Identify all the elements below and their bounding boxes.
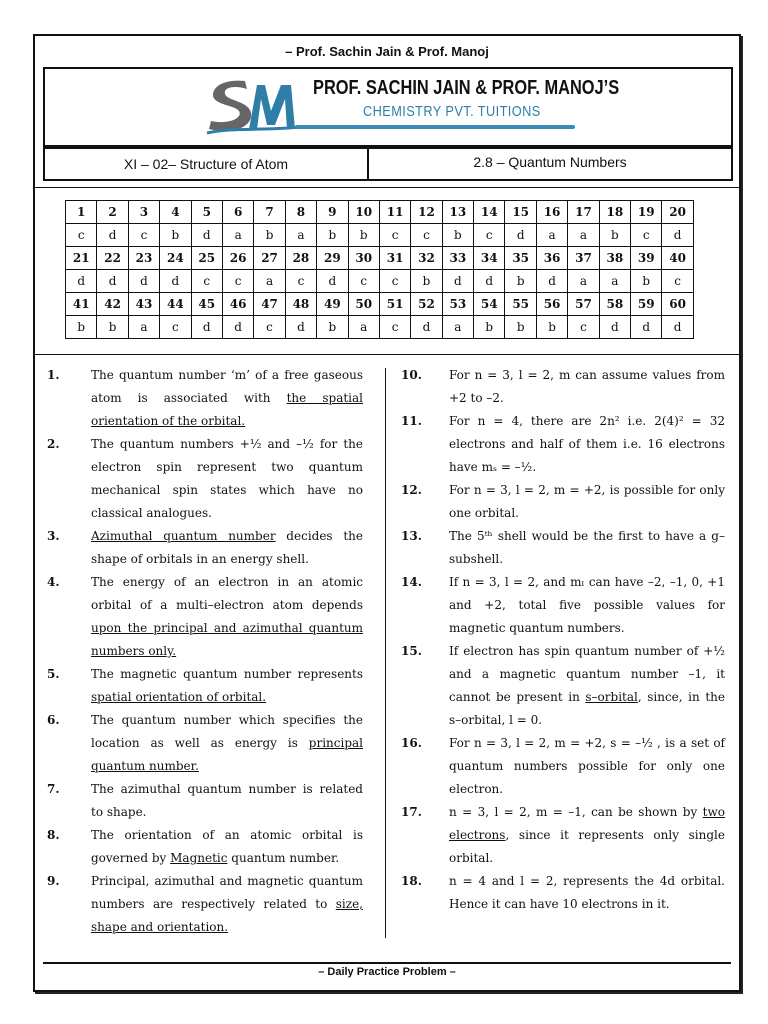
solution-underlined-text: spatial orientation of orbital. <box>91 690 267 704</box>
question-number-cell: 53 <box>442 293 473 316</box>
divider <box>35 187 739 188</box>
answer-cell: a <box>285 224 316 247</box>
question-number-cell: 8 <box>285 201 316 224</box>
question-number-cell: 2 <box>97 201 128 224</box>
answer-cell: c <box>379 316 410 339</box>
question-number-cell: 51 <box>379 293 410 316</box>
answer-cell: c <box>128 224 159 247</box>
answer-cell: d <box>536 270 567 293</box>
answer-key-answer-row <box>66 270 694 293</box>
footer-divider <box>43 962 731 964</box>
question-number-cell: 7 <box>254 201 285 224</box>
divider <box>35 354 739 355</box>
solution-underlined-text: size, shape and orientation. <box>91 897 363 934</box>
answer-cell: c <box>66 224 97 247</box>
answer-cell: d <box>222 316 253 339</box>
answer-cell: b <box>442 224 473 247</box>
solution-text-part: For n = 3, l = 2, m can assume values from +2 to –2. <box>449 368 725 405</box>
answer-cell: d <box>317 270 348 293</box>
answer-cell: d <box>128 270 159 293</box>
question-number-cell: 40 <box>662 247 693 270</box>
answer-cell: d <box>191 316 222 339</box>
solution-number: 14. <box>401 575 422 589</box>
solution-number: 4. <box>47 575 60 589</box>
solution-item <box>47 433 363 525</box>
question-number-cell: 24 <box>160 247 191 270</box>
question-number-cell: 20 <box>662 201 693 224</box>
question-number-cell: 52 <box>411 293 442 316</box>
question-number-cell: 18 <box>599 201 630 224</box>
solution-number: 3. <box>47 529 60 543</box>
question-number-cell: 27 <box>254 247 285 270</box>
solution-text-part: The orientation of an atomic orbital is governed by <box>91 828 363 865</box>
question-number-cell: 44 <box>160 293 191 316</box>
answer-cell: a <box>536 224 567 247</box>
answer-cell: c <box>474 224 505 247</box>
solutions-left-column <box>47 364 363 939</box>
answer-cell: b <box>317 316 348 339</box>
question-number-cell: 47 <box>254 293 285 316</box>
answer-cell: d <box>599 316 630 339</box>
answer-cell: c <box>631 224 662 247</box>
brand-title: PROF. SACHIN JAIN & PROF. MANOJ’S <box>313 77 620 99</box>
answer-cell: d <box>160 270 191 293</box>
question-number-cell: 23 <box>128 247 159 270</box>
question-number-cell: 10 <box>348 201 379 224</box>
solution-item <box>401 410 725 479</box>
solution-text-part: n = 4 and l = 2, represents the 4d orbital. Hence it can have 10 electrons in it. <box>449 874 725 911</box>
solution-text <box>91 575 363 658</box>
answer-cell: a <box>442 316 473 339</box>
answer-cell: b <box>97 316 128 339</box>
question-number-cell: 36 <box>536 247 567 270</box>
solution-text <box>91 782 363 819</box>
solution-underlined-text: principal quantum number. <box>91 736 363 773</box>
question-number-cell: 37 <box>568 247 599 270</box>
solution-text-part: For n = 4, there are 2n² i.e. 2(4)² = 32 electrons and half of them i.e. 16 electrons have mₛ = –½. <box>449 414 725 474</box>
answer-cell: c <box>568 316 599 339</box>
topic-title: 2.8 – Quantum Numbers <box>473 154 627 170</box>
solution-item <box>47 709 363 778</box>
solution-text-part: , since, in the s–orbital, l = 0. <box>449 690 725 727</box>
solution-number: 15. <box>401 644 422 658</box>
solution-text <box>91 529 363 566</box>
answer-cell: b <box>505 270 536 293</box>
solution-number: 12. <box>401 483 422 497</box>
column-divider <box>385 368 386 938</box>
solution-text <box>91 437 363 520</box>
sm-logo-icon <box>205 77 300 137</box>
answer-cell: d <box>66 270 97 293</box>
question-number-cell: 21 <box>66 247 97 270</box>
solutions-right-column <box>401 364 725 916</box>
solution-item <box>47 364 363 433</box>
solution-text <box>449 414 725 474</box>
answer-cell: a <box>568 270 599 293</box>
solution-item <box>47 870 363 939</box>
solution-text <box>449 368 725 405</box>
question-number-cell: 57 <box>568 293 599 316</box>
answer-cell: c <box>662 270 693 293</box>
solution-underlined-text: the spatial orientation of the orbital. <box>91 391 363 428</box>
answer-cell: b <box>474 316 505 339</box>
answer-cell: d <box>662 316 693 339</box>
solution-text-part: The quantum numbers +½ and –½ for the electron spin represent two quantum mechanical spin states which have no classical analogues. <box>91 437 363 520</box>
solution-number: 8. <box>47 828 60 842</box>
question-number-cell: 38 <box>599 247 630 270</box>
solution-text <box>91 874 363 934</box>
answer-cell: c <box>160 316 191 339</box>
solution-text <box>91 828 363 865</box>
solution-number: 7. <box>47 782 60 796</box>
answer-cell: b <box>411 270 442 293</box>
solution-number: 1. <box>47 368 60 382</box>
solution-text-part: The azimuthal quantum number is related to shape. <box>91 782 363 819</box>
brand-underline <box>295 125 575 129</box>
question-number-cell: 55 <box>505 293 536 316</box>
answer-key-answer-row <box>66 316 694 339</box>
question-number-cell: 22 <box>97 247 128 270</box>
answer-cell: c <box>222 270 253 293</box>
solution-text-part: decides the shape of orbitals in an energy shell. <box>91 529 363 566</box>
solution-item <box>401 732 725 801</box>
solution-text <box>449 529 725 566</box>
solution-text-part: If electron has spin quantum number of +½ and a magnetic quantum number –1, it cannot be present in <box>449 644 725 704</box>
question-number-cell: 59 <box>631 293 662 316</box>
solution-number: 5. <box>47 667 60 681</box>
solution-text-part: The 5ᵗʰ shell would be the first to have a g–subshell. <box>449 529 725 566</box>
question-number-cell: 32 <box>411 247 442 270</box>
answer-cell: b <box>66 316 97 339</box>
answer-cell: d <box>631 316 662 339</box>
question-number-cell: 45 <box>191 293 222 316</box>
answer-cell: d <box>191 224 222 247</box>
answer-key-number-row <box>66 247 694 270</box>
solution-number: 18. <box>401 874 422 888</box>
solution-text <box>449 736 725 796</box>
solution-item <box>401 571 725 640</box>
question-number-cell: 31 <box>379 247 410 270</box>
solution-text-part: For n = 3, l = 2, m = +2, s = –½ , is a set of quantum numbers possible for only one electron. <box>449 736 725 796</box>
chapter-title: XI – 02– Structure of Atom <box>45 149 369 179</box>
question-number-cell: 28 <box>285 247 316 270</box>
answer-cell: b <box>631 270 662 293</box>
solution-text <box>449 805 725 865</box>
answer-cell: c <box>379 270 410 293</box>
answer-cell: c <box>411 224 442 247</box>
answer-cell: b <box>254 224 285 247</box>
answer-cell: b <box>348 224 379 247</box>
question-number-cell: 41 <box>66 293 97 316</box>
page-frame <box>33 34 741 992</box>
question-number-cell: 35 <box>505 247 536 270</box>
answer-cell: d <box>411 316 442 339</box>
solution-underlined-text: two electrons <box>449 805 725 842</box>
solution-text <box>91 368 363 428</box>
answer-cell: a <box>568 224 599 247</box>
answer-cell: b <box>317 224 348 247</box>
question-number-cell: 15 <box>505 201 536 224</box>
question-number-cell: 17 <box>568 201 599 224</box>
solution-item <box>401 525 725 571</box>
solution-text-part: If n = 3, l = 2, and mₗ can have –2, –1, 0, +1 and +2, total five possible values for magnetic quantum numbers. <box>449 575 725 635</box>
question-number-cell: 9 <box>317 201 348 224</box>
solution-number: 6. <box>47 713 60 727</box>
solution-text-part: Principal, azimuthal and magnetic quantum numbers are respectively related to <box>91 874 363 911</box>
answer-cell: d <box>97 270 128 293</box>
question-number-cell: 14 <box>474 201 505 224</box>
solution-number: 11. <box>401 414 422 428</box>
question-number-cell: 29 <box>317 247 348 270</box>
question-number-cell: 25 <box>191 247 222 270</box>
title-bar <box>43 147 733 181</box>
answer-cell: c <box>254 316 285 339</box>
question-number-cell: 19 <box>631 201 662 224</box>
question-number-cell: 1 <box>66 201 97 224</box>
solution-item <box>401 870 725 916</box>
answer-cell: d <box>662 224 693 247</box>
question-number-cell: 43 <box>128 293 159 316</box>
question-number-cell: 13 <box>442 201 473 224</box>
question-number-cell: 12 <box>411 201 442 224</box>
question-number-cell: 5 <box>191 201 222 224</box>
solution-number: 17. <box>401 805 422 819</box>
answer-cell: a <box>128 316 159 339</box>
question-number-cell: 46 <box>222 293 253 316</box>
solution-text-part: , since it represents only single orbital. <box>449 828 725 865</box>
question-number-cell: 56 <box>536 293 567 316</box>
solution-item <box>47 663 363 709</box>
question-number-cell: 11 <box>379 201 410 224</box>
solution-item <box>47 571 363 663</box>
answer-key-table <box>65 200 694 339</box>
answer-cell: c <box>285 270 316 293</box>
brand-subtitle: CHEMISTRY PVT. TUITIONS <box>363 103 541 120</box>
answer-cell: d <box>442 270 473 293</box>
solution-underlined-text: upon the principal and azimuthal quantum numbers only. <box>91 621 363 658</box>
question-number-cell: 34 <box>474 247 505 270</box>
question-number-cell: 58 <box>599 293 630 316</box>
solution-number: 2. <box>47 437 60 451</box>
answer-cell: c <box>379 224 410 247</box>
answer-cell: b <box>505 316 536 339</box>
question-number-cell: 49 <box>317 293 348 316</box>
answer-cell: a <box>222 224 253 247</box>
solution-item <box>401 801 725 870</box>
solution-text <box>449 644 725 727</box>
brand-banner <box>43 67 733 147</box>
question-number-cell: 50 <box>348 293 379 316</box>
answer-cell: b <box>599 224 630 247</box>
solution-text <box>91 713 363 773</box>
solution-number: 10. <box>401 368 422 382</box>
answer-cell: a <box>348 316 379 339</box>
question-number-cell: 54 <box>474 293 505 316</box>
question-number-cell: 26 <box>222 247 253 270</box>
answer-key-answer-row <box>66 224 694 247</box>
answer-cell: b <box>536 316 567 339</box>
answer-key-number-row <box>66 201 694 224</box>
answer-key-number-row <box>66 293 694 316</box>
solution-number: 16. <box>401 736 422 750</box>
footer-text: – Daily Practice Problem – <box>318 966 456 978</box>
question-number-cell: 48 <box>285 293 316 316</box>
answer-cell: d <box>474 270 505 293</box>
solution-number: 9. <box>47 874 60 888</box>
solution-item <box>401 640 725 732</box>
question-number-cell: 42 <box>97 293 128 316</box>
answer-cell: c <box>191 270 222 293</box>
solution-text-part: For n = 3, l = 2, m = +2, is possible for only one orbital. <box>449 483 725 520</box>
question-number-cell: 6 <box>222 201 253 224</box>
solution-item <box>47 778 363 824</box>
solution-text-part: The quantum number ‘m’ of a free gaseous atom is associated with <box>91 368 363 405</box>
solution-underlined-text: Azimuthal quantum number <box>91 529 276 543</box>
solution-text <box>449 874 725 911</box>
answer-cell: b <box>160 224 191 247</box>
question-number-cell: 33 <box>442 247 473 270</box>
solution-item <box>401 364 725 410</box>
solution-item <box>47 525 363 571</box>
question-number-cell: 4 <box>160 201 191 224</box>
solution-item <box>401 479 725 525</box>
answer-cell: d <box>97 224 128 247</box>
answer-cell: d <box>285 316 316 339</box>
solution-text-part: n = 3, l = 2, m = –1, can be shown by <box>449 805 703 819</box>
solution-text-part: quantum number. <box>227 851 340 865</box>
answer-cell: a <box>254 270 285 293</box>
question-number-cell: 3 <box>128 201 159 224</box>
solution-item <box>47 824 363 870</box>
answer-cell: d <box>505 224 536 247</box>
solution-text <box>91 667 363 704</box>
solution-text <box>449 575 725 635</box>
question-number-cell: 16 <box>536 201 567 224</box>
answer-cell: c <box>348 270 379 293</box>
solution-number: 13. <box>401 529 422 543</box>
solution-text-part: The energy of an electron in an atomic orbital of a multi–electron atom depends <box>91 575 363 612</box>
solution-underlined-text: Magnetic <box>170 851 228 865</box>
question-number-cell: 60 <box>662 293 693 316</box>
answer-cell: a <box>599 270 630 293</box>
solution-underlined-text: s–orbital <box>585 690 638 704</box>
solution-text-part: The quantum number which specifies the location as well as energy is <box>91 713 363 750</box>
solution-text-part: The magnetic quantum number represents <box>91 667 363 681</box>
solution-text <box>449 483 725 520</box>
authors-line: – Prof. Sachin Jain & Prof. Manoj <box>285 44 489 59</box>
question-number-cell: 39 <box>631 247 662 270</box>
question-number-cell: 30 <box>348 247 379 270</box>
